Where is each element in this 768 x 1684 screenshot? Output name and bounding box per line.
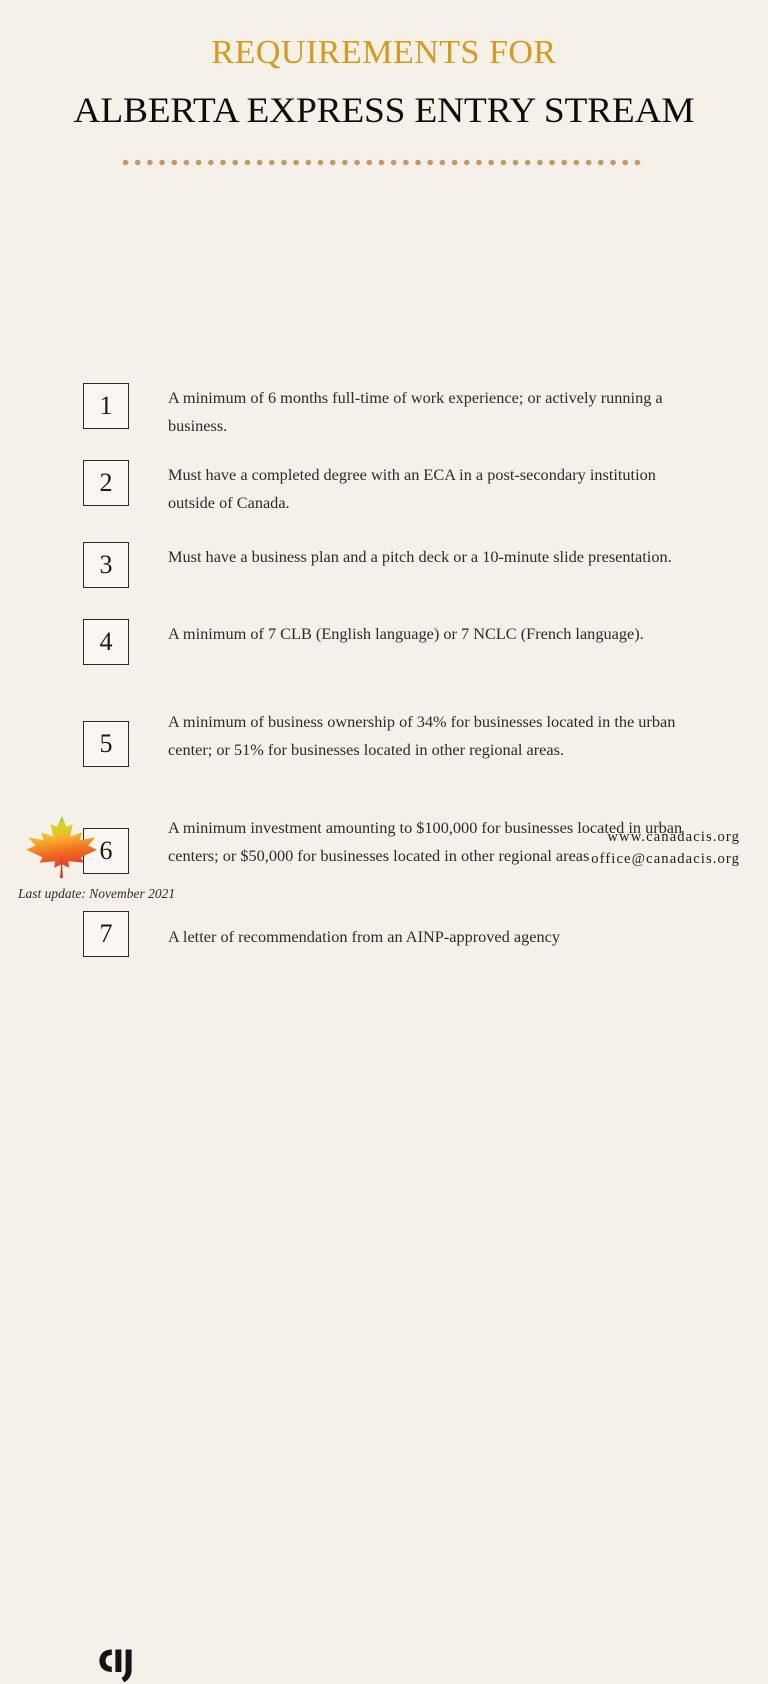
brand-logo xyxy=(24,814,154,880)
requirement-row xyxy=(0,460,768,517)
email-link[interactable]: office@canadacis.org xyxy=(591,851,740,868)
requirement-text: A letter of recommendation from an AINP-approved agency xyxy=(168,926,560,946)
requirement-row xyxy=(0,911,768,957)
requirement-text: Must have a business plan and a pitch deck or a 10-minute slide presentation. xyxy=(168,546,672,566)
requirement-number-box: 4 xyxy=(83,619,129,665)
header xyxy=(0,0,768,166)
page-title-main: ALBERTA EXPRESS ENTRY STREAM xyxy=(73,90,695,131)
requirement-text: Must have a completed degree with an ECA in a post-secondary institution outside of Canada. xyxy=(168,464,656,512)
requirement-number-box: 1 xyxy=(83,383,129,429)
dotted-divider xyxy=(122,159,646,166)
requirement-text: A minimum of business ownership of 34% for businesses located in the urban center; or 51% for businesses located in other regional areas. xyxy=(168,711,676,759)
website-link[interactable]: www.canadacis.org xyxy=(607,829,740,845)
requirement-row xyxy=(0,383,768,440)
requirement-text: A minimum of 7 CLB (English language) or 7 NCLC (French language). xyxy=(168,623,644,643)
requirement-row xyxy=(0,542,768,588)
requirement-text: A minimum of 6 months full-time of work experience; or actively running a business. xyxy=(168,387,663,435)
requirement-row xyxy=(0,619,768,665)
requirement-number-box: 6 xyxy=(83,828,129,874)
requirement-text: A minimum investment amounting to $100,000 for businesses located in urban centers; or $50,000 for businesses located in other regional areas xyxy=(168,817,683,865)
last-update-text: Last update: November 2021 xyxy=(18,886,176,901)
requirement-number-box: 3 xyxy=(83,542,129,588)
contact-info xyxy=(591,826,740,870)
cis-wordmark xyxy=(96,1642,152,1684)
requirement-number-box: 5 xyxy=(83,721,129,767)
page-title-accent: REQUIREMENTS FOR xyxy=(211,34,557,71)
requirement-row xyxy=(0,711,768,767)
requirement-number-box: 2 xyxy=(83,460,129,506)
maple-leaf-icon xyxy=(24,814,100,880)
requirement-number-box: 7 xyxy=(83,911,129,957)
